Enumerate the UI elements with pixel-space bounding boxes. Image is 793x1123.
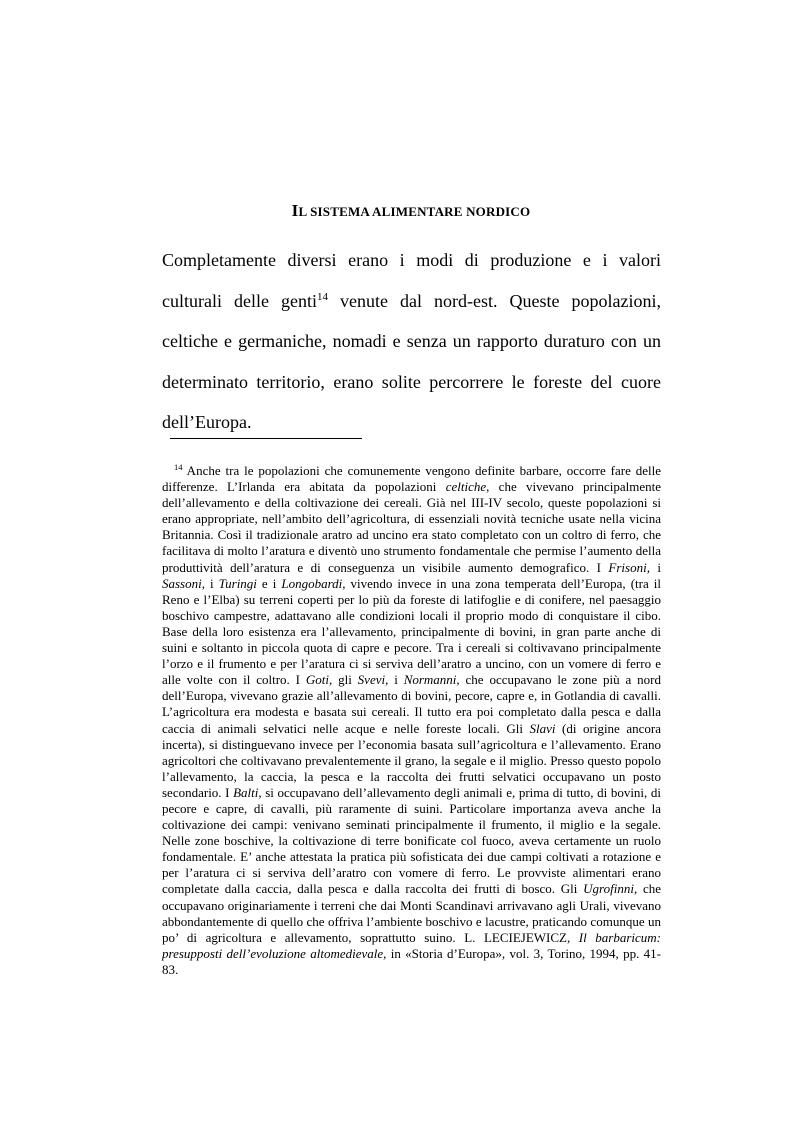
- footnote-italic: Ugrofinni,: [583, 881, 638, 897]
- footnote-text: che occupavano le zone più a nord dell’Europa, vivevano grazie all’allevamento di bovini, pecore, capre e, in Gotlandia di cavalli. L’agricoltura era modesta e basata sui cereali. Il tutto era poi completato dalla pesca e dalla caccia di animali selvatici nelle acque e nelle foreste locali. Gli: [162, 672, 661, 736]
- footnote-italic: Svevi,: [357, 672, 389, 688]
- footnote-text: i: [204, 575, 219, 591]
- body-paragraph: [162, 240, 661, 443]
- footnote-italic: Slavi: [529, 720, 556, 736]
- footnote: [162, 463, 661, 978]
- footnote-citation-title: Il barbaricum: presupposti dell’evoluzione altomedievale: [162, 929, 661, 961]
- footnote-reference[interactable]: 14: [316, 290, 328, 303]
- footnote-italic: Sassoni,: [162, 575, 205, 591]
- section-heading: [161, 201, 661, 221]
- footnote-italic: Frisoni,: [608, 559, 650, 575]
- heading-text: L SISTEMA ALIMENTARE NORDICO: [298, 204, 531, 219]
- footnote-text: i: [649, 559, 661, 575]
- footnote-italic: Turingi: [218, 575, 257, 591]
- footnote-text: , che vivevano principalmente dell’allevamento e della coltivazione dei cereali. Già nel III-IV secolo, queste popolazioni si erano appropriate, nell’ambito dell’agricoltura, di essenziali novità tecniche usate nella vicina Britannia. Così il tradizionale aratro ad uncino era stato completato con un coltro di ferro, che facilitava di molto l’aratura e diventò uno strumento fondamentale che permise l’aumento della produttività dell’aratura e di conseguenza un visibile aumento demografico. I: [162, 479, 661, 575]
- footnote-text: e i: [256, 575, 282, 591]
- footnote-italic: Longobardi,: [281, 575, 346, 591]
- footnote-text: si occupavano dell’allevamento degli animali e, prima di tutto, di bovini, di pecore e capre, di cavalli, più raramente di suini. Particolare importanza aveva anche la coltivazione dei campi: venivano seminati principalmente il frumento, il miglio e la segale. Nelle zone boschive, la coltivazione di terre bonificate col fuoco, aveva certamente un ruolo fondamentale. E’ anche attestata la pratica più sofisticata dei due campi coltivati a rotazione e per l’aratura ci si serviva dell’aratro con vomere di ferro. Le provviste alimentari erano completate dalla caccia, dalla pesca e dalla raccolta dei frutti di bosco. Gli: [162, 784, 662, 897]
- footnote-text: Anche tra le popolazioni che comunemente vengono definite barbare, occorre fare delle differenze. L’Irlanda era abitata da popolazioni: [162, 463, 661, 495]
- footnote-text: vivendo invece in una zona temperata dell’Europa, (tra il Reno e l’Elba) su terreni coperti per lo più da foreste di latifoglie e di conifere, nel paesaggio boschivo campestre, adattavano alle condizioni locali il proprio modo di conquistare il cibo. Base della loro esistenza era l’allevamento, principalmente di bovini, in gran parte anche di suini e soltanto in piccola quota di capre e pecore. Tra i cereali si coltivavano principalmente l’orzo e il frumento e per l’aratura ci si serviva dell’aratro a uncino, con un vomere di ferro e alle volte con il coltro. I: [162, 575, 661, 688]
- body-text-part1: Completamente diversi erano i modi di produzione e i valori culturali delle genti: [162, 250, 661, 311]
- footnote-italic: Balti,: [233, 784, 262, 800]
- body-text-part2: venute dal nord-est. Queste popolazioni, celtiche e germaniche, nomadi e senza un rapporto duraturo con un determinato territorio, erano solite percorrere le foreste del cuore dell’Europa.: [162, 290, 661, 432]
- footnote-text: che occupavano originariamente i terreni che dai Monti Scandinavi arrivavano agli Urali, vivevano abbondantemente di quello che offriva l’ambiente boschivo e lacustre, praticando comunque un po’ di agricoltura e allevamento, soprattutto suino. L. LECIEJEWICZ,: [162, 881, 662, 945]
- footnote-italic: celtiche: [445, 479, 487, 495]
- footnote-separator: [170, 438, 362, 439]
- footnote-italic: Goti: [305, 672, 329, 688]
- heading-initial: I: [291, 201, 299, 220]
- footnote-text: i: [388, 672, 404, 688]
- footnote-text: (di origine ancora incerta), si distinguevano invece per l’economia basata sull’agricoltura e l’allevamento. Erano agricoltori che coltivavano prevalentemente il grano, la segale e il miglio. Presso questo popolo l’allevamento, la caccia, la pesca e la raccolta dei frutti selvatici occupavano un posto secondario. I: [162, 720, 661, 800]
- footnote-number: 14: [174, 461, 183, 472]
- footnote-text: , gli: [328, 672, 358, 688]
- footnote-text: , in «Storia d’Europa», vol. 3, Torino, 1994, pp. 41-83.: [162, 945, 661, 977]
- footnote-italic: Normanni,: [403, 672, 460, 688]
